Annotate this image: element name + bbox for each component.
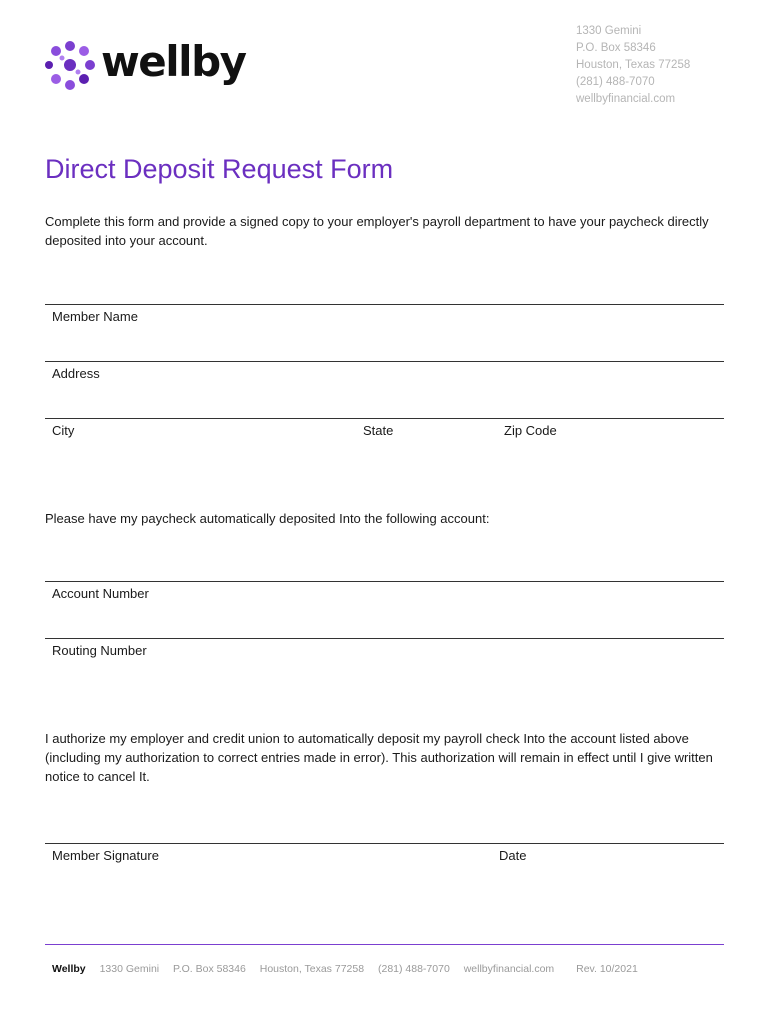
header-address-city: Houston, Texas 77258: [576, 59, 691, 71]
header-address-block: [576, 23, 690, 108]
header-address-street: 1330 Gemini: [576, 25, 642, 37]
footer-divider: [45, 944, 724, 945]
account-number-field-line[interactable]: [45, 581, 724, 582]
routing-number-label: Routing Number: [52, 643, 147, 658]
city-label: City: [52, 423, 75, 438]
header-address-website[interactable]: wellbyfinancial.com: [576, 93, 676, 105]
wellby-logo-mark-icon: [43, 40, 97, 92]
date-label: Date: [499, 848, 527, 863]
address-field-line[interactable]: [45, 361, 724, 362]
city-state-zip-field-line[interactable]: [45, 418, 724, 419]
page-title: Direct Deposit Request Form: [45, 154, 394, 184]
footer-po-box: P.O. Box 58346: [173, 963, 246, 975]
footer-city: Houston, Texas 77258: [259, 963, 365, 975]
routing-number-field-line[interactable]: [45, 638, 724, 639]
footer-website[interactable]: wellbyfinancial.com: [463, 963, 555, 975]
state-label: State: [363, 423, 394, 438]
member-signature-label: Member Signature: [52, 848, 159, 863]
footer-phone: (281) 488-7070: [377, 963, 450, 975]
footer-street: 1330 Gemini: [99, 963, 160, 975]
zip-code-label: Zip Code: [504, 423, 557, 438]
wellby-logo: [43, 37, 246, 92]
account-number-label: Account Number: [52, 586, 149, 601]
authorization-text: I authorize my employer and credit union to automatically deposit my payroll check Into the account listed above (including my authorization to correct entries made in error). This authorization will remain in effect until I give written notice to cancel It.: [45, 731, 713, 784]
form-intro-text: Complete this form and provide a signed copy to your employer's payroll department to have your paycheck directly deposited into your account.: [45, 214, 709, 248]
member-name-label: Member Name: [52, 309, 138, 324]
brand-wordmark: wellby: [101, 37, 246, 86]
member-name-field-line[interactable]: [45, 304, 724, 305]
footer-revision: Rev. 10/2021: [576, 963, 638, 975]
header-address-po-box: P.O. Box 58346: [576, 42, 656, 54]
address-label: Address: [52, 366, 100, 381]
deposit-instruction-text: Please have my paycheck automatically deposited Into the following account:: [45, 511, 490, 526]
footer-brand: Wellby: [52, 963, 86, 975]
header-address-phone: (281) 488-7070: [576, 76, 655, 88]
signature-date-field-line[interactable]: [45, 843, 724, 844]
footer: [52, 963, 649, 975]
